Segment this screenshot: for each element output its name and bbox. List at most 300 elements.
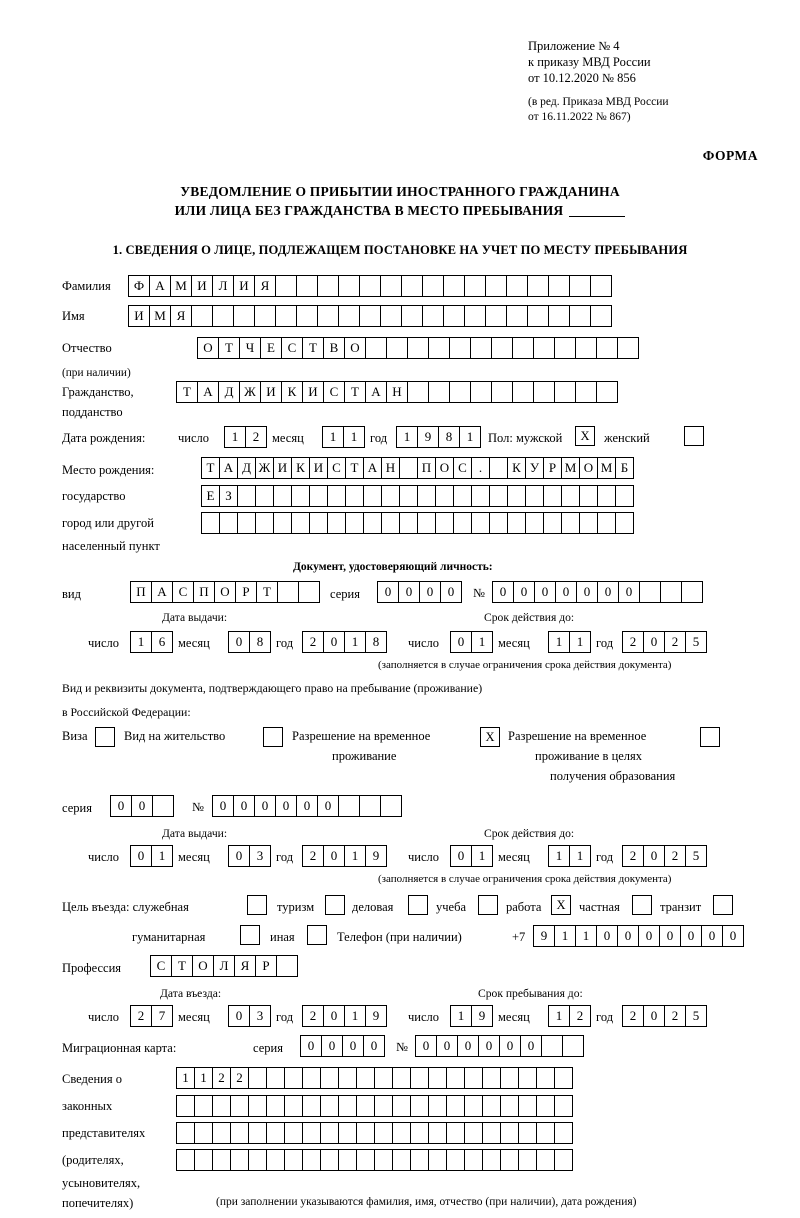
- form-cell[interactable]: 1: [575, 925, 597, 947]
- form-cell[interactable]: [491, 337, 513, 359]
- purpose-private-checkbox[interactable]: [632, 895, 652, 915]
- form-cell[interactable]: [359, 795, 381, 817]
- form-cell[interactable]: [500, 1067, 519, 1089]
- form-cell[interactable]: [266, 1095, 285, 1117]
- form-cell[interactable]: [230, 1095, 249, 1117]
- form-cell[interactable]: [212, 305, 234, 327]
- form-cell[interactable]: 1: [396, 426, 418, 448]
- form-cell[interactable]: [464, 275, 486, 297]
- form-cell[interactable]: 9: [471, 1005, 493, 1027]
- legal-cells-1[interactable]: [176, 1067, 572, 1089]
- entry-year-cells[interactable]: [302, 1005, 386, 1027]
- form-cell[interactable]: [266, 1067, 285, 1089]
- stay-month-cells[interactable]: [548, 1005, 590, 1027]
- form-cell[interactable]: [356, 1122, 375, 1144]
- form-cell[interactable]: [507, 485, 526, 507]
- form-cell[interactable]: [500, 1149, 519, 1171]
- birth-year-cells[interactable]: [396, 426, 480, 448]
- form-cell[interactable]: [356, 1095, 375, 1117]
- form-cell[interactable]: И: [273, 457, 292, 479]
- form-cell[interactable]: [191, 305, 213, 327]
- form-cell[interactable]: [470, 337, 492, 359]
- doc-issue-month-cells[interactable]: [228, 631, 270, 653]
- form-cell[interactable]: [284, 1122, 303, 1144]
- form-cell[interactable]: О: [197, 337, 219, 359]
- form-cell[interactable]: [381, 485, 400, 507]
- permit-number-cells[interactable]: [212, 795, 401, 817]
- form-cell[interactable]: [446, 1149, 465, 1171]
- sex-male-checkbox[interactable]: Х: [575, 426, 595, 446]
- form-cell[interactable]: 0: [323, 631, 345, 653]
- permit-series-cells[interactable]: [110, 795, 173, 817]
- form-cell[interactable]: [464, 1122, 483, 1144]
- form-cell[interactable]: [201, 512, 220, 534]
- form-cell[interactable]: [489, 457, 508, 479]
- form-cell[interactable]: 1: [194, 1067, 213, 1089]
- form-cell[interactable]: С: [150, 955, 172, 977]
- form-cell[interactable]: 1: [176, 1067, 195, 1089]
- form-cell[interactable]: [176, 1122, 195, 1144]
- form-cell[interactable]: 0: [131, 795, 153, 817]
- form-cell[interactable]: 0: [317, 795, 339, 817]
- form-cell[interactable]: 1: [569, 845, 591, 867]
- form-cell[interactable]: В: [323, 337, 345, 359]
- form-cell[interactable]: 0: [659, 925, 681, 947]
- form-cell[interactable]: Т: [256, 581, 278, 603]
- form-cell[interactable]: 2: [664, 845, 686, 867]
- form-cell[interactable]: [399, 485, 418, 507]
- form-cell[interactable]: [284, 1149, 303, 1171]
- form-cell[interactable]: 1: [548, 631, 570, 653]
- visa-checkbox[interactable]: [95, 727, 115, 747]
- form-cell[interactable]: [273, 512, 292, 534]
- form-cell[interactable]: И: [260, 381, 282, 403]
- form-cell[interactable]: [317, 275, 339, 297]
- form-cell[interactable]: [255, 512, 274, 534]
- form-cell[interactable]: [276, 955, 298, 977]
- form-cell[interactable]: [327, 485, 346, 507]
- form-cell[interactable]: [363, 485, 382, 507]
- form-cell[interactable]: 0: [680, 925, 702, 947]
- form-cell[interactable]: [554, 337, 576, 359]
- form-cell[interactable]: 0: [233, 795, 255, 817]
- legal-cells-2[interactable]: [176, 1095, 572, 1117]
- form-cell[interactable]: П: [130, 581, 152, 603]
- form-cell[interactable]: [392, 1149, 411, 1171]
- form-cell[interactable]: К: [291, 457, 310, 479]
- form-cell[interactable]: [359, 275, 381, 297]
- form-cell[interactable]: Я: [234, 955, 256, 977]
- form-cell[interactable]: [554, 1095, 573, 1117]
- form-cell[interactable]: [527, 275, 549, 297]
- form-cell[interactable]: [453, 485, 472, 507]
- doc-valid-day-cells[interactable]: [450, 631, 492, 653]
- residence-checkbox[interactable]: [263, 727, 283, 747]
- form-cell[interactable]: [518, 1095, 537, 1117]
- form-cell[interactable]: [428, 1095, 447, 1117]
- form-cell[interactable]: Ч: [239, 337, 261, 359]
- doc-valid-year-cells[interactable]: [622, 631, 706, 653]
- form-cell[interactable]: [338, 795, 360, 817]
- form-cell[interactable]: [536, 1122, 555, 1144]
- mcard-number-cells[interactable]: [415, 1035, 583, 1057]
- form-cell[interactable]: [527, 305, 549, 327]
- form-cell[interactable]: [338, 275, 360, 297]
- form-cell[interactable]: 1: [569, 631, 591, 653]
- form-cell[interactable]: 0: [701, 925, 723, 947]
- form-cell[interactable]: М: [597, 457, 616, 479]
- form-cell[interactable]: [597, 485, 616, 507]
- form-cell[interactable]: 2: [302, 845, 324, 867]
- form-cell[interactable]: [302, 1122, 321, 1144]
- form-cell[interactable]: [417, 485, 436, 507]
- form-cell[interactable]: [365, 337, 387, 359]
- form-cell[interactable]: [518, 1149, 537, 1171]
- form-cell[interactable]: [590, 305, 612, 327]
- form-cell[interactable]: [230, 1149, 249, 1171]
- mcard-series-cells[interactable]: [300, 1035, 384, 1057]
- doc-issue-day-cells[interactable]: [130, 631, 172, 653]
- form-cell[interactable]: [489, 512, 508, 534]
- surname-cells[interactable]: [128, 275, 611, 297]
- form-cell[interactable]: [320, 1149, 339, 1171]
- form-cell[interactable]: [380, 275, 402, 297]
- form-cell[interactable]: [548, 275, 570, 297]
- form-cell[interactable]: [284, 1095, 303, 1117]
- form-cell[interactable]: [533, 337, 555, 359]
- form-cell[interactable]: 0: [377, 581, 399, 603]
- form-cell[interactable]: [296, 305, 318, 327]
- form-cell[interactable]: 0: [520, 1035, 542, 1057]
- purpose-tourism-checkbox[interactable]: [325, 895, 345, 915]
- form-cell[interactable]: [471, 512, 490, 534]
- form-cell[interactable]: [410, 1122, 429, 1144]
- doc-kind-cells[interactable]: [130, 581, 319, 603]
- form-cell[interactable]: О: [344, 337, 366, 359]
- legal-cells-3[interactable]: [176, 1122, 572, 1144]
- purpose-study-checkbox[interactable]: [478, 895, 498, 915]
- form-cell[interactable]: Р: [255, 955, 277, 977]
- form-cell[interactable]: [266, 1149, 285, 1171]
- form-cell[interactable]: [291, 512, 310, 534]
- form-cell[interactable]: 0: [228, 845, 250, 867]
- form-cell[interactable]: С: [327, 457, 346, 479]
- entry-month-cells[interactable]: [228, 1005, 270, 1027]
- form-cell[interactable]: [248, 1122, 267, 1144]
- form-cell[interactable]: И: [128, 305, 150, 327]
- form-cell[interactable]: Я: [254, 275, 276, 297]
- form-cell[interactable]: [359, 305, 381, 327]
- form-cell[interactable]: 3: [249, 845, 271, 867]
- form-cell[interactable]: 8: [438, 426, 460, 448]
- sex-female-checkbox[interactable]: [684, 426, 704, 446]
- form-cell[interactable]: [212, 1149, 231, 1171]
- form-cell[interactable]: Я: [170, 305, 192, 327]
- form-cell[interactable]: [237, 512, 256, 534]
- form-cell[interactable]: [428, 1149, 447, 1171]
- form-cell[interactable]: [345, 485, 364, 507]
- birth-day-cells[interactable]: [224, 426, 266, 448]
- form-cell[interactable]: 6: [151, 631, 173, 653]
- form-cell[interactable]: Т: [218, 337, 240, 359]
- form-cell[interactable]: А: [149, 275, 171, 297]
- stay-year-cells[interactable]: [622, 1005, 706, 1027]
- form-cell[interactable]: 0: [363, 1035, 385, 1057]
- purpose-service-checkbox[interactable]: [247, 895, 267, 915]
- form-cell[interactable]: 1: [343, 426, 365, 448]
- form-cell[interactable]: 5: [685, 1005, 707, 1027]
- form-cell[interactable]: [482, 1095, 501, 1117]
- form-cell[interactable]: [681, 581, 703, 603]
- form-cell[interactable]: 1: [130, 631, 152, 653]
- form-cell[interactable]: [410, 1067, 429, 1089]
- form-cell[interactable]: [443, 275, 465, 297]
- form-cell[interactable]: [500, 1095, 519, 1117]
- form-cell[interactable]: 1: [554, 925, 576, 947]
- form-cell[interactable]: 8: [365, 631, 387, 653]
- form-cell[interactable]: А: [219, 457, 238, 479]
- form-cell[interactable]: 5: [685, 631, 707, 653]
- form-cell[interactable]: 0: [296, 795, 318, 817]
- doc-number-cells[interactable]: [492, 581, 702, 603]
- form-cell[interactable]: 2: [130, 1005, 152, 1027]
- form-cell[interactable]: 0: [450, 845, 472, 867]
- form-cell[interactable]: Д: [218, 381, 240, 403]
- form-cell[interactable]: 1: [548, 1005, 570, 1027]
- form-cell[interactable]: [320, 1067, 339, 1089]
- purpose-work-checkbox[interactable]: Х: [551, 895, 571, 915]
- form-cell[interactable]: [176, 1095, 195, 1117]
- form-cell[interactable]: Р: [235, 581, 257, 603]
- form-cell[interactable]: 1: [344, 845, 366, 867]
- form-cell[interactable]: 0: [275, 795, 297, 817]
- form-cell[interactable]: [446, 1095, 465, 1117]
- form-cell[interactable]: 0: [643, 631, 665, 653]
- form-cell[interactable]: 0: [555, 581, 577, 603]
- form-cell[interactable]: 1: [151, 845, 173, 867]
- form-cell[interactable]: 0: [457, 1035, 479, 1057]
- form-cell[interactable]: [435, 512, 454, 534]
- form-cell[interactable]: 0: [450, 631, 472, 653]
- form-cell[interactable]: М: [170, 275, 192, 297]
- form-cell[interactable]: С: [172, 581, 194, 603]
- form-cell[interactable]: [392, 1122, 411, 1144]
- form-cell[interactable]: [525, 512, 544, 534]
- form-cell[interactable]: 0: [534, 581, 556, 603]
- form-cell[interactable]: Т: [176, 381, 198, 403]
- form-cell[interactable]: [374, 1095, 393, 1117]
- form-cell[interactable]: 8: [249, 631, 271, 653]
- form-cell[interactable]: [541, 1035, 563, 1057]
- form-cell[interactable]: К: [281, 381, 303, 403]
- form-cell[interactable]: [453, 512, 472, 534]
- form-cell[interactable]: М: [149, 305, 171, 327]
- form-cell[interactable]: [248, 1067, 267, 1089]
- form-cell[interactable]: 0: [722, 925, 744, 947]
- form-cell[interactable]: [320, 1095, 339, 1117]
- form-cell[interactable]: [212, 1122, 231, 1144]
- form-cell[interactable]: 9: [365, 1005, 387, 1027]
- form-cell[interactable]: [615, 485, 634, 507]
- form-cell[interactable]: [417, 512, 436, 534]
- form-cell[interactable]: Т: [171, 955, 193, 977]
- form-cell[interactable]: [338, 1067, 357, 1089]
- patronymic-cells[interactable]: [197, 337, 638, 359]
- form-cell[interactable]: 0: [478, 1035, 500, 1057]
- form-cell[interactable]: [266, 1122, 285, 1144]
- form-cell[interactable]: 1: [224, 426, 246, 448]
- form-cell[interactable]: О: [214, 581, 236, 603]
- form-cell[interactable]: Т: [344, 381, 366, 403]
- form-cell[interactable]: [485, 305, 507, 327]
- edu-res-checkbox[interactable]: [700, 727, 720, 747]
- form-cell[interactable]: 3: [249, 1005, 271, 1027]
- form-cell[interactable]: 0: [415, 1035, 437, 1057]
- form-cell[interactable]: 0: [436, 1035, 458, 1057]
- form-cell[interactable]: [255, 485, 274, 507]
- form-cell[interactable]: [309, 512, 328, 534]
- form-cell[interactable]: [230, 1122, 249, 1144]
- form-cell[interactable]: 0: [499, 1035, 521, 1057]
- form-cell[interactable]: А: [197, 381, 219, 403]
- form-cell[interactable]: [317, 305, 339, 327]
- form-cell[interactable]: Б: [615, 457, 634, 479]
- form-cell[interactable]: [464, 1067, 483, 1089]
- form-cell[interactable]: 2: [622, 845, 644, 867]
- phone-cells[interactable]: [533, 925, 743, 947]
- form-cell[interactable]: [449, 337, 471, 359]
- form-cell[interactable]: 0: [254, 795, 276, 817]
- form-cell[interactable]: 1: [548, 845, 570, 867]
- form-cell[interactable]: [428, 337, 450, 359]
- form-cell[interactable]: [597, 512, 616, 534]
- form-cell[interactable]: [660, 581, 682, 603]
- permit-valid-month-cells[interactable]: [548, 845, 590, 867]
- birth-city-cells-1[interactable]: [201, 485, 633, 507]
- form-cell[interactable]: [482, 1122, 501, 1144]
- form-cell[interactable]: 0: [228, 631, 250, 653]
- form-cell[interactable]: 2: [622, 631, 644, 653]
- form-cell[interactable]: К: [507, 457, 526, 479]
- form-cell[interactable]: [233, 305, 255, 327]
- form-cell[interactable]: [561, 512, 580, 534]
- form-cell[interactable]: [380, 305, 402, 327]
- form-cell[interactable]: [446, 1067, 465, 1089]
- form-cell[interactable]: Ж: [239, 381, 261, 403]
- form-cell[interactable]: 1: [471, 845, 493, 867]
- form-cell[interactable]: [422, 275, 444, 297]
- form-cell[interactable]: [471, 485, 490, 507]
- purpose-transit-checkbox[interactable]: [713, 895, 733, 915]
- doc-issue-year-cells[interactable]: [302, 631, 386, 653]
- form-cell[interactable]: [275, 275, 297, 297]
- form-cell[interactable]: И: [233, 275, 255, 297]
- form-cell[interactable]: [561, 485, 580, 507]
- form-cell[interactable]: [219, 512, 238, 534]
- form-cell[interactable]: [639, 581, 661, 603]
- form-cell[interactable]: 0: [321, 1035, 343, 1057]
- birth-month-cells[interactable]: [322, 426, 364, 448]
- form-cell[interactable]: [291, 485, 310, 507]
- stay-day-cells[interactable]: [450, 1005, 492, 1027]
- profession-cells[interactable]: [150, 955, 297, 977]
- form-cell[interactable]: 0: [638, 925, 660, 947]
- form-cell[interactable]: [422, 305, 444, 327]
- form-cell[interactable]: [410, 1095, 429, 1117]
- form-cell[interactable]: [428, 1122, 447, 1144]
- form-cell[interactable]: 9: [417, 426, 439, 448]
- form-cell[interactable]: [392, 1067, 411, 1089]
- form-cell[interactable]: [575, 337, 597, 359]
- form-cell[interactable]: .: [471, 457, 490, 479]
- permit-valid-day-cells[interactable]: [450, 845, 492, 867]
- form-cell[interactable]: И: [309, 457, 328, 479]
- form-cell[interactable]: [548, 305, 570, 327]
- purpose-business-checkbox[interactable]: [408, 895, 428, 915]
- form-cell[interactable]: А: [365, 381, 387, 403]
- form-cell[interactable]: Ж: [255, 457, 274, 479]
- form-cell[interactable]: 2: [245, 426, 267, 448]
- form-cell[interactable]: [554, 1149, 573, 1171]
- form-cell[interactable]: 2: [622, 1005, 644, 1027]
- form-cell[interactable]: [374, 1122, 393, 1144]
- form-cell[interactable]: Е: [260, 337, 282, 359]
- form-cell[interactable]: Л: [213, 955, 235, 977]
- form-cell[interactable]: [443, 305, 465, 327]
- form-cell[interactable]: [302, 1149, 321, 1171]
- form-cell[interactable]: [507, 512, 526, 534]
- form-cell[interactable]: 0: [323, 1005, 345, 1027]
- form-cell[interactable]: 0: [617, 925, 639, 947]
- form-cell[interactable]: [617, 337, 639, 359]
- permit-issue-year-cells[interactable]: [302, 845, 386, 867]
- form-cell[interactable]: Т: [201, 457, 220, 479]
- form-cell[interactable]: [320, 1122, 339, 1144]
- form-cell[interactable]: [194, 1095, 213, 1117]
- form-cell[interactable]: [579, 512, 598, 534]
- form-cell[interactable]: 2: [230, 1067, 249, 1089]
- form-cell[interactable]: [309, 485, 328, 507]
- form-cell[interactable]: [327, 512, 346, 534]
- form-cell[interactable]: [579, 485, 598, 507]
- form-cell[interactable]: Д: [237, 457, 256, 479]
- purpose-other-checkbox[interactable]: [307, 925, 327, 945]
- form-cell[interactable]: [284, 1067, 303, 1089]
- form-cell[interactable]: 0: [212, 795, 234, 817]
- form-cell[interactable]: [518, 1067, 537, 1089]
- form-cell[interactable]: 0: [643, 1005, 665, 1027]
- form-cell[interactable]: [401, 305, 423, 327]
- form-cell[interactable]: И: [191, 275, 213, 297]
- form-cell[interactable]: З: [219, 485, 238, 507]
- form-cell[interactable]: 0: [228, 1005, 250, 1027]
- form-cell[interactable]: [464, 1149, 483, 1171]
- form-cell[interactable]: [428, 1067, 447, 1089]
- form-cell[interactable]: [212, 1095, 231, 1117]
- form-cell[interactable]: 0: [323, 845, 345, 867]
- form-cell[interactable]: Т: [302, 337, 324, 359]
- name-cells[interactable]: [128, 305, 611, 327]
- form-cell[interactable]: 0: [596, 925, 618, 947]
- form-cell[interactable]: [569, 275, 591, 297]
- form-cell[interactable]: 1: [344, 1005, 366, 1027]
- form-cell[interactable]: [254, 305, 276, 327]
- purpose-humanitarian-checkbox[interactable]: [240, 925, 260, 945]
- form-cell[interactable]: [569, 305, 591, 327]
- legal-cells-4[interactable]: [176, 1149, 572, 1171]
- form-cell[interactable]: [615, 512, 634, 534]
- form-cell[interactable]: Н: [386, 381, 408, 403]
